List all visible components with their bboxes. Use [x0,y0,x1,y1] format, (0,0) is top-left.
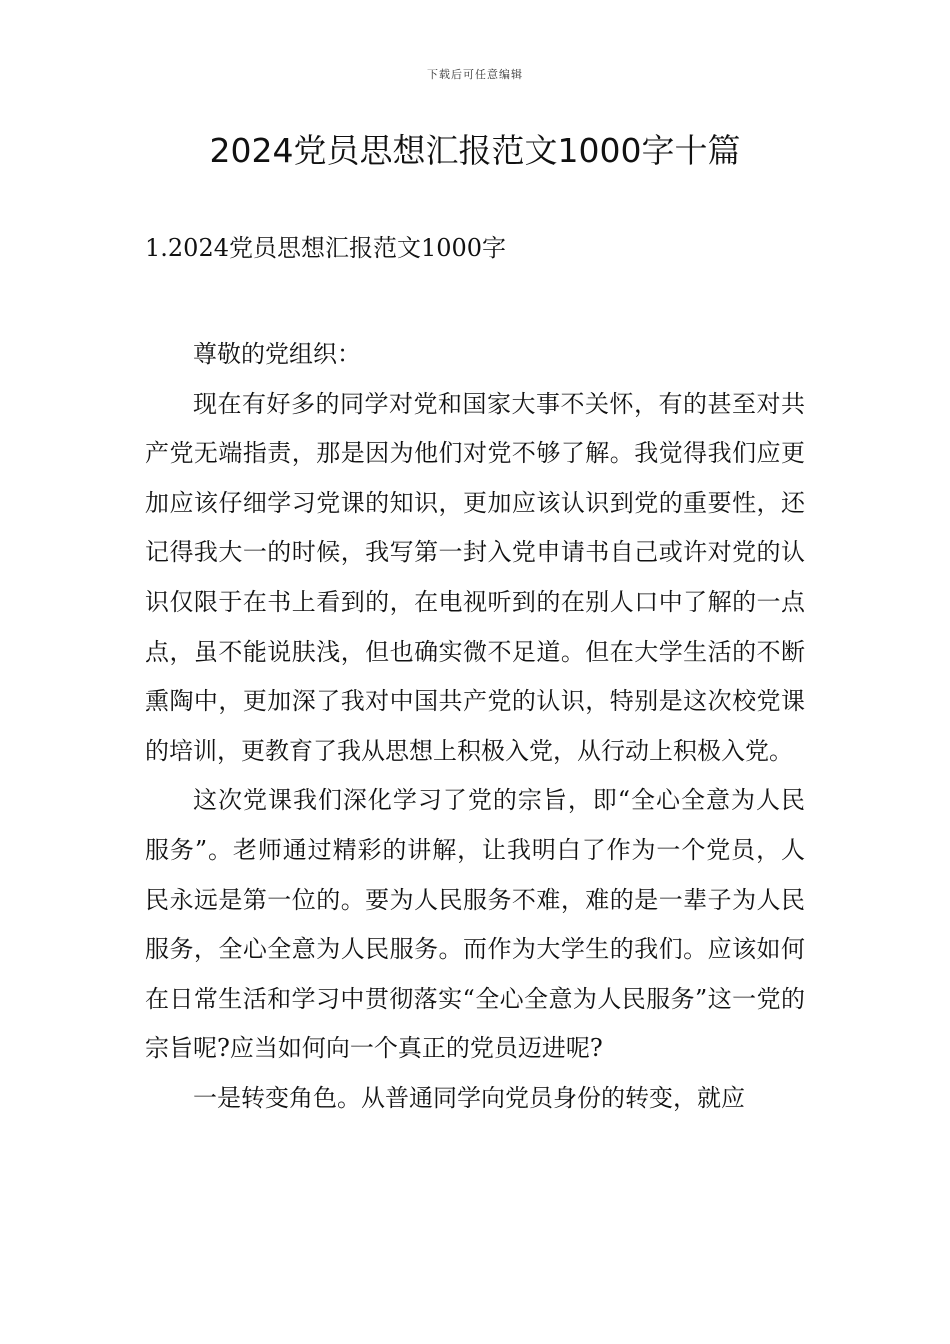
document-title: 2024党员思想汇报范文1000字十篇 [209,131,741,170]
header-note: 下载后可任意编辑 [427,68,523,81]
paragraph-1: 现在有好多的同学对党和国家大事不关怀，有的甚至对共产党无端指责，那是因为他们对党不够了解。我觉得我们应更加应该仔细学习党课的知识，更加应该认识到党的重要性，还记得我大一的时候，我写第一封入党申请书自己或许对党的认识仅限于在书上看到的，在电视听到的在别人口中了解的一点点，虽不能说肤浅，但也确实微不足道。但在大学生活的不断熏陶中，更加深了我对中国共产党的认识，特别是这次校党课的培训，更教育了我从思想上积极入党，从行动上积极入党。 [145,389,805,765]
paragraph-3: 一是转变角色。从普通同学向党员身份的转变，就应 [193,1083,745,1112]
section-heading: 1.2024党员思想汇报范文1000字 [145,234,507,262]
salutation: 尊敬的党组织： [193,340,361,368]
body-text [145,330,805,1124]
paragraph-2: 这次党课我们深化学习了党的宗旨，即“全心全意为人民服务”。老师通过精彩的讲解，让我明白了作为一个党员，人民永远是第一位的。要为人民服务不难，难的是一辈子为人民服务，全心全意为人民服务。而作为大学生的我们。应该如何在日常生活和学习中贯彻落实“全心全意为人民服务”这一党的宗旨呢?应当如何向一个真正的党员迈进呢? [145,786,805,1063]
